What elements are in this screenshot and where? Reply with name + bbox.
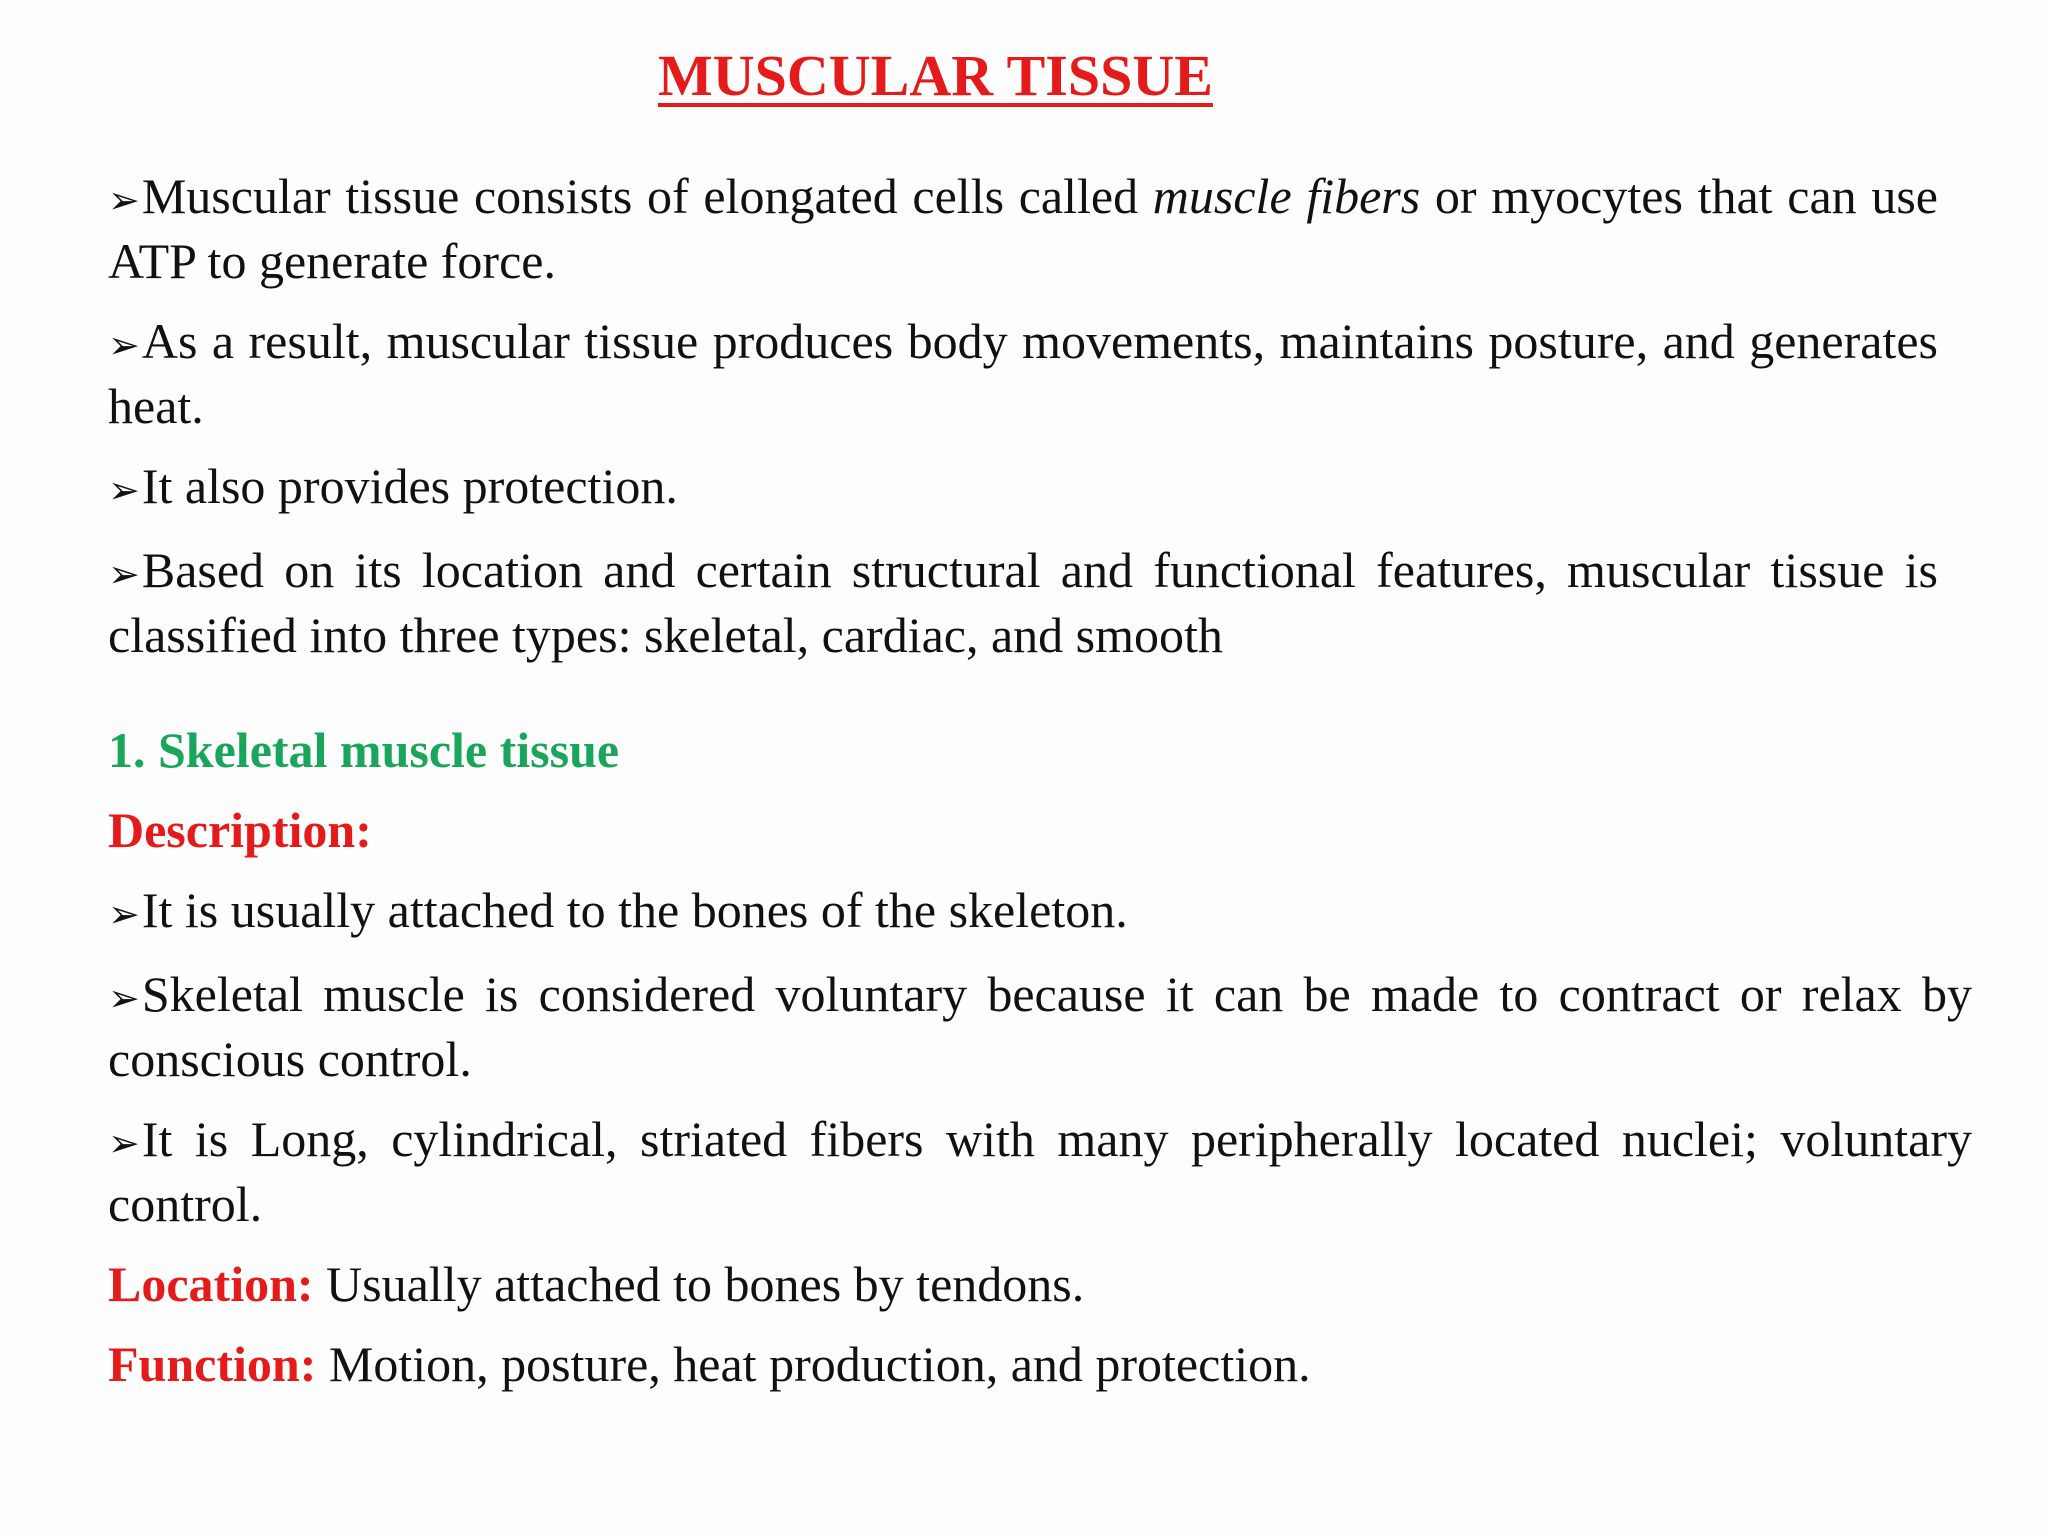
location-text: Usually attached to bones by tendons.	[313, 1256, 1085, 1312]
description-bullet-3: ➢It is Long, cylindrical, striated fibers with many peripherally located nuclei; voluntary control.	[108, 1111, 1972, 1232]
function-label: Function:	[108, 1336, 317, 1392]
arrow-bullet-icon: ➢	[108, 892, 140, 936]
function-line	[108, 1334, 1938, 1395]
function-text: Motion, posture, heat production, and protection.	[316, 1336, 1311, 1392]
slide-content	[108, 166, 1972, 1414]
location-line	[108, 1254, 1938, 1315]
arrow-bullet-icon: ➢	[108, 178, 140, 222]
slide-title: MUSCULAR TISSUE	[658, 43, 1213, 108]
description-label: Description:	[108, 802, 372, 858]
emphasis-term: muscle fibers	[1152, 168, 1421, 224]
description-bullet-1: ➢It is usually attached to the bones of the skeleton.	[108, 882, 1128, 938]
location-label: Location:	[108, 1256, 314, 1312]
arrow-bullet-icon: ➢	[108, 468, 140, 512]
arrow-bullet-icon: ➢	[108, 976, 140, 1020]
section-heading: 1. Skeletal muscle tissue	[108, 722, 620, 778]
arrow-bullet-icon: ➢	[108, 323, 140, 367]
arrow-bullet-icon: ➢	[108, 552, 140, 596]
arrow-bullet-icon: ➢	[108, 1121, 140, 1165]
intro-bullet-4: ➢Based on its location and certain structural and functional features, muscular tissue is classified into three types: skeletal, cardiac, and smooth	[108, 542, 1938, 663]
description-bullet-2: ➢Skeletal muscle is considered voluntary because it can be made to contract or relax by conscious control.	[108, 966, 1972, 1087]
intro-bullet-1: ➢Muscular tissue consists of elongated cells called muscle fibers or myocytes that can use ATP to generate force.	[108, 168, 1938, 289]
intro-bullet-3: ➢It also provides protection.	[108, 458, 678, 514]
intro-bullet-2: ➢As a result, muscular tissue produces body movements, maintains posture, and generates heat.	[108, 313, 1938, 434]
